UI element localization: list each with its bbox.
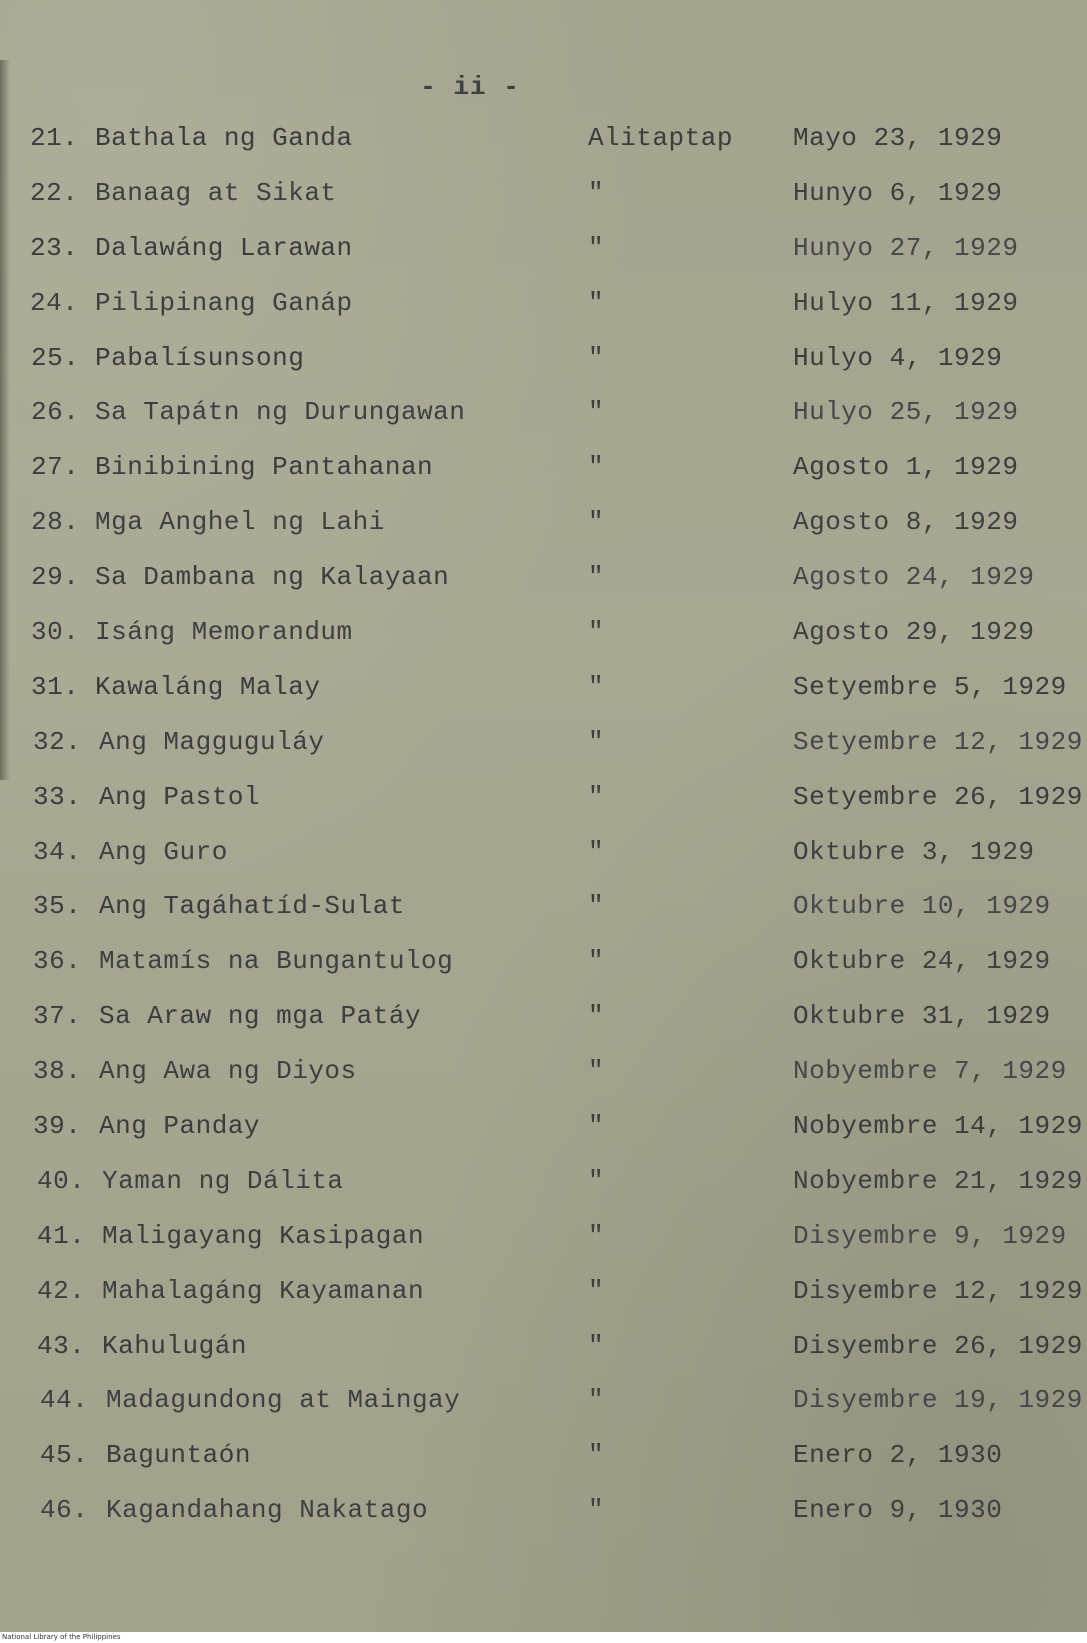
entry-number: 23. bbox=[30, 232, 79, 263]
entry-number: 29. bbox=[31, 562, 80, 593]
entry-number: 40. bbox=[37, 1165, 86, 1196]
entry-publication: " bbox=[588, 946, 605, 977]
entry-date: Agosto 24, 1929 bbox=[793, 562, 1035, 593]
entry-number: 21. bbox=[30, 123, 79, 153]
entry-number: 38. bbox=[33, 1056, 82, 1087]
entry-publication: " bbox=[588, 1056, 605, 1087]
list-item bbox=[0, 886, 1087, 941]
entry-title: Matamís na Bungantulog bbox=[99, 946, 454, 977]
entry-date: Disyembre 26, 1929 bbox=[793, 1330, 1083, 1361]
entry-title: Mahalagáng Kayamanan bbox=[102, 1275, 425, 1306]
entry-publication: " bbox=[588, 562, 605, 593]
entry-publication: " bbox=[588, 891, 605, 922]
list-item bbox=[0, 777, 1087, 832]
entry-publication: " bbox=[588, 1495, 605, 1526]
entry-publication: " bbox=[588, 1111, 605, 1142]
entry-publication: " bbox=[588, 342, 605, 373]
list-item bbox=[0, 1326, 1087, 1381]
entry-title: Kawaláng Malay bbox=[95, 671, 321, 702]
list-item bbox=[0, 118, 1087, 173]
entry-publication: " bbox=[588, 397, 605, 428]
list-item bbox=[0, 1216, 1087, 1271]
entry-date: Hulyo 4, 1929 bbox=[793, 342, 1003, 373]
entry-publication: " bbox=[588, 1385, 605, 1416]
entry-date: Nobyembre 14, 1929 bbox=[793, 1111, 1083, 1142]
entry-number: 46. bbox=[40, 1495, 89, 1526]
entry-publication: " bbox=[588, 836, 605, 867]
list-item bbox=[0, 832, 1087, 887]
entry-number: 22. bbox=[30, 177, 79, 208]
entry-publication: " bbox=[588, 1440, 605, 1471]
entry-title: Ang Tagáhatíd-Sulat bbox=[99, 891, 405, 922]
list-item bbox=[0, 667, 1087, 722]
entry-title: Maligayang Kasipagan bbox=[102, 1220, 425, 1251]
entry-date: Oktubre 3, 1929 bbox=[793, 836, 1035, 867]
entry-title: Kahulugán bbox=[102, 1330, 247, 1361]
list-item bbox=[0, 228, 1087, 283]
entry-title: Baguntaón bbox=[106, 1440, 251, 1471]
list-item bbox=[0, 1435, 1087, 1490]
entry-title: Ang Pastol bbox=[99, 781, 261, 812]
entry-number: 32. bbox=[33, 726, 82, 757]
entry-number: 42. bbox=[37, 1275, 86, 1306]
entry-publication: " bbox=[588, 1220, 605, 1251]
entry-number: 24. bbox=[30, 287, 79, 318]
entry-publication: " bbox=[588, 1165, 605, 1196]
list-item bbox=[0, 173, 1087, 228]
entry-title: Sa Tapátn ng Durungawan bbox=[95, 397, 466, 428]
entry-title: Pilipinang Ganáp bbox=[95, 287, 353, 318]
entry-publication: " bbox=[588, 617, 605, 648]
entry-date: Oktubre 31, 1929 bbox=[793, 1001, 1051, 1032]
entry-number: 45. bbox=[40, 1440, 89, 1471]
entry-title: Banaag at Sikat bbox=[95, 177, 337, 208]
list-item bbox=[0, 283, 1087, 338]
entry-number: 44. bbox=[40, 1385, 89, 1416]
entry-publication: " bbox=[588, 726, 605, 757]
entry-title: Sa Dambana ng Kalayaan bbox=[95, 562, 450, 593]
list-item bbox=[0, 1051, 1087, 1106]
entry-number: 30. bbox=[31, 617, 80, 648]
entry-date: Enero 2, 1930 bbox=[793, 1440, 1003, 1471]
entry-date: Nobyembre 21, 1929 bbox=[793, 1165, 1083, 1196]
entry-number: 37. bbox=[33, 1001, 82, 1032]
list-item bbox=[0, 1271, 1087, 1326]
list-item bbox=[0, 1106, 1087, 1161]
entry-publication: " bbox=[588, 1275, 605, 1306]
entry-publication: " bbox=[588, 177, 605, 208]
entry-number: 39. bbox=[33, 1111, 82, 1142]
entry-date: Setyembre 26, 1929 bbox=[793, 781, 1083, 812]
entry-title: Mga Anghel ng Lahi bbox=[95, 507, 385, 538]
entry-date: Setyembre 12, 1929 bbox=[793, 726, 1083, 757]
entry-date: Setyembre 5, 1929 bbox=[793, 671, 1067, 702]
entry-number: 35. bbox=[33, 891, 82, 922]
list-item bbox=[0, 1490, 1087, 1545]
entry-title: Yaman ng Dálita bbox=[102, 1165, 344, 1196]
entry-title: Bathala ng Ganda bbox=[95, 123, 353, 153]
entry-date: Oktubre 10, 1929 bbox=[793, 891, 1051, 922]
entry-publication: " bbox=[588, 507, 605, 538]
entry-date: Oktubre 24, 1929 bbox=[793, 946, 1051, 977]
list-item bbox=[0, 338, 1087, 393]
entry-title: Binibining Pantahanan bbox=[95, 452, 434, 483]
page-number: - ii - bbox=[420, 72, 520, 102]
entry-title: Ang Guro bbox=[99, 836, 228, 867]
entry-number: 43. bbox=[37, 1330, 86, 1361]
entry-date: Hulyo 11, 1929 bbox=[793, 287, 1019, 318]
entry-publication: " bbox=[588, 781, 605, 812]
entry-date: Agosto 8, 1929 bbox=[793, 507, 1019, 538]
list-item bbox=[0, 392, 1087, 447]
list-item bbox=[0, 557, 1087, 612]
list-item bbox=[0, 1380, 1087, 1435]
list-item bbox=[0, 447, 1087, 502]
list-item bbox=[0, 502, 1087, 557]
entry-number: 34. bbox=[33, 836, 82, 867]
entry-number: 33. bbox=[33, 781, 82, 812]
entry-date: Disyembre 12, 1929 bbox=[793, 1275, 1083, 1306]
entry-publication: " bbox=[588, 1001, 605, 1032]
entry-date: Nobyembre 7, 1929 bbox=[793, 1056, 1067, 1087]
entry-number: 27. bbox=[31, 452, 80, 483]
entry-publication: " bbox=[588, 232, 605, 263]
entry-number: 25. bbox=[31, 342, 80, 373]
list-item bbox=[0, 612, 1087, 667]
entry-date: Agosto 1, 1929 bbox=[793, 452, 1019, 483]
entry-title: Madagundong at Maingay bbox=[106, 1385, 461, 1416]
entry-date: Hunyo 6, 1929 bbox=[793, 177, 1003, 208]
list-item bbox=[0, 996, 1087, 1051]
entry-date: Disyembre 9, 1929 bbox=[793, 1220, 1067, 1251]
entry-date: Agosto 29, 1929 bbox=[793, 617, 1035, 648]
entry-publication: " bbox=[588, 287, 605, 318]
list-item bbox=[0, 1161, 1087, 1216]
footer-credit: National Library of the Philippines bbox=[0, 1632, 1087, 1643]
entry-date: Hulyo 25, 1929 bbox=[793, 397, 1019, 428]
entry-title: Dalawáng Larawan bbox=[95, 232, 353, 263]
list-item bbox=[0, 722, 1087, 777]
entry-title: Ang Panday bbox=[99, 1111, 261, 1142]
entry-publication: " bbox=[588, 671, 605, 702]
entry-title: Sa Araw ng mga Patáy bbox=[99, 1001, 422, 1032]
entry-number: 36. bbox=[33, 946, 82, 977]
entry-date: Enero 9, 1930 bbox=[793, 1495, 1003, 1526]
entry-number: 31. bbox=[31, 671, 80, 702]
list-item bbox=[0, 941, 1087, 996]
entry-date: Hunyo 27, 1929 bbox=[793, 232, 1019, 263]
entry-title: Kagandahang Nakatago bbox=[106, 1495, 429, 1526]
entry-title: Isáng Memorandum bbox=[95, 617, 353, 648]
entry-publication: Alitaptap bbox=[588, 123, 733, 153]
entry-list bbox=[0, 118, 1087, 1545]
entry-title: Ang Magguguláy bbox=[99, 726, 325, 757]
entry-number: 26. bbox=[31, 397, 80, 428]
entry-date: Mayo 23, 1929 bbox=[793, 123, 1003, 153]
entry-number: 41. bbox=[37, 1220, 86, 1251]
entry-publication: " bbox=[588, 1330, 605, 1361]
entry-title: Pabalísunsong bbox=[95, 342, 305, 373]
entry-date: Disyembre 19, 1929 bbox=[793, 1385, 1083, 1416]
entry-publication: " bbox=[588, 452, 605, 483]
entry-number: 28. bbox=[31, 507, 80, 538]
entry-title: Ang Awa ng Diyos bbox=[99, 1056, 357, 1087]
